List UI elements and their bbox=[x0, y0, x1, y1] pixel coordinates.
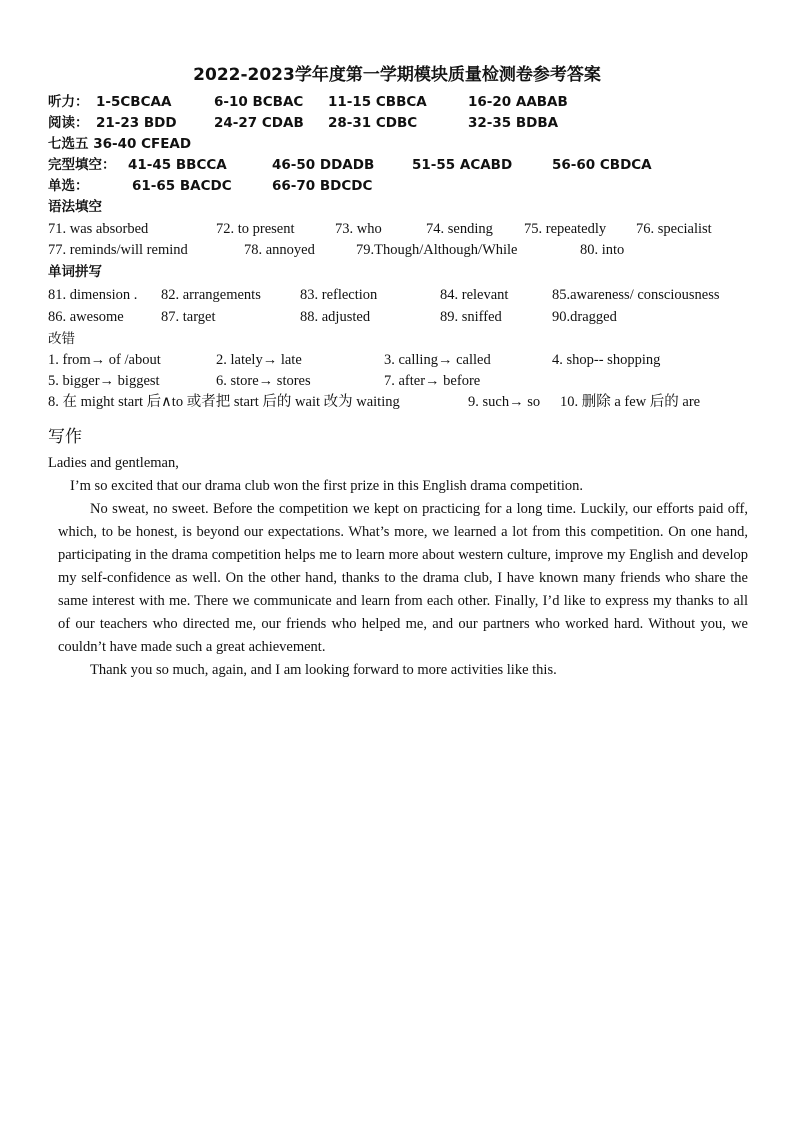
correction-answer-6: 6. store→ stores bbox=[216, 373, 311, 389]
cloze-group-3: 51-55 ACABD bbox=[412, 157, 513, 173]
spelling-answer-85: 85.awareness/ consciousness bbox=[552, 287, 720, 303]
grammar-answer-75: 75. repeatedly bbox=[524, 221, 607, 237]
page-title: 2022-2023学年度第一学期模块质量检测卷参考答案 bbox=[193, 65, 601, 85]
reading-group-2: 24-27 CDAB bbox=[214, 115, 304, 131]
writing-essay bbox=[48, 452, 748, 682]
correction-answer-3: 3. calling→ called bbox=[384, 352, 491, 368]
grammar-answer-76: 76. specialist bbox=[636, 221, 712, 237]
correction-answer-5: 5. bigger→ biggest bbox=[48, 373, 160, 389]
correction-answer-10: 10. 删除 a few 后的 are bbox=[560, 394, 701, 410]
grammar-heading: 语法填空 bbox=[48, 199, 102, 215]
reading-group-3: 28-31 CDBC bbox=[328, 115, 418, 131]
seven-choose-five: 七选五 36-40 CFEAD bbox=[48, 136, 192, 152]
listening-label: 听力： bbox=[48, 94, 89, 110]
correction-answer-2: 2. lately→ late bbox=[216, 352, 302, 368]
spelling-heading: 单词拼写 bbox=[48, 264, 102, 280]
spelling-answer-81: 81. dimension . bbox=[48, 287, 138, 303]
spelling-answer-88: 88. adjusted bbox=[300, 309, 371, 325]
spelling-answer-82: 82. arrangements bbox=[161, 287, 261, 303]
grammar-answer-78: 78. annoyed bbox=[244, 242, 315, 258]
correction-heading: 改错 bbox=[48, 331, 75, 347]
cloze-label: 完型填空： bbox=[48, 157, 116, 173]
listening-group-4: 16-20 AABAB bbox=[468, 94, 568, 110]
reading-group-1: 21-23 BDD bbox=[96, 115, 177, 131]
cloze-group-1: 41-45 BBCCA bbox=[128, 157, 227, 173]
grammar-answer-74: 74. sending bbox=[426, 221, 493, 237]
essay-closing: Thank you so much, again, and I am looking forward to more activities like this. bbox=[90, 662, 557, 678]
spelling-answer-84: 84. relevant bbox=[440, 287, 509, 303]
grammar-answer-73: 73. who bbox=[335, 221, 382, 237]
writing-heading: 写作 bbox=[48, 427, 82, 447]
grammar-answer-71: 71. was absorbed bbox=[48, 221, 149, 237]
single-choice-label: 单选： bbox=[48, 178, 89, 194]
spelling-answer-87: 87. target bbox=[161, 309, 216, 325]
essay-paragraph-1: I’m so excited that our drama club won the first prize in this English drama competition. bbox=[70, 478, 584, 494]
cloze-group-2: 46-50 DDADB bbox=[272, 157, 375, 173]
single-choice-group-1: 61-65 BACDC bbox=[132, 178, 232, 194]
grammar-answer-77: 77. reminds/will remind bbox=[48, 242, 188, 258]
listening-group-1: 1-5CBCAA bbox=[96, 94, 172, 110]
grammar-answer-72: 72. to present bbox=[216, 221, 295, 237]
spelling-answer-89: 89. sniffed bbox=[440, 309, 502, 325]
reading-group-4: 32-35 BDBA bbox=[468, 115, 559, 131]
reading-label: 阅读： bbox=[48, 115, 89, 131]
correction-answer-4: 4. shop-- shopping bbox=[552, 352, 661, 368]
spelling-answer-86: 86. awesome bbox=[48, 309, 124, 325]
correction-answer-1: 1. from→ of /about bbox=[48, 352, 161, 368]
spelling-answer-83: 83. reflection bbox=[300, 287, 378, 303]
single-choice-group-2: 66-70 BDCDC bbox=[272, 178, 373, 194]
correction-answer-8: 8. 在 might start 后∧to 或者把 start 后的 wait 改为 waiting bbox=[48, 394, 400, 410]
cloze-group-4: 56-60 CBDCA bbox=[552, 157, 652, 173]
essay-salutation: Ladies and gentleman, bbox=[48, 455, 179, 471]
essay-paragraph-2: No sweat, no sweet. Before the competition we kept on practicing for a long time. Luckily, our efforts paid off, which, to be honest, is beyond our expectations. What’s more, we learned a lot from this competition. On one hand, participating in the drama competition helps me to learn more about western culture, improve my English and develop my self-confidence as well. On the other hand, thanks to the drama club, I have known many friends who share the same interest with me. There we communicate and learn from each other. Finally, I’d like to express my thanks to all of our teachers who directed me, our friends who helped me, and our partners who worked hard. Without you, we couldn’t have made such a great achievement. bbox=[58, 501, 748, 655]
listening-group-2: 6-10 BCBAC bbox=[214, 94, 304, 110]
spelling-answer-90: 90.dragged bbox=[552, 309, 617, 325]
listening-group-3: 11-15 CBBCA bbox=[328, 94, 427, 110]
correction-answer-7: 7. after→ before bbox=[384, 373, 481, 389]
correction-answer-9: 9. such→ so bbox=[468, 394, 541, 410]
grammar-answer-80: 80. into bbox=[580, 242, 625, 258]
grammar-answer-79: 79.Though/Although/While bbox=[356, 242, 518, 258]
